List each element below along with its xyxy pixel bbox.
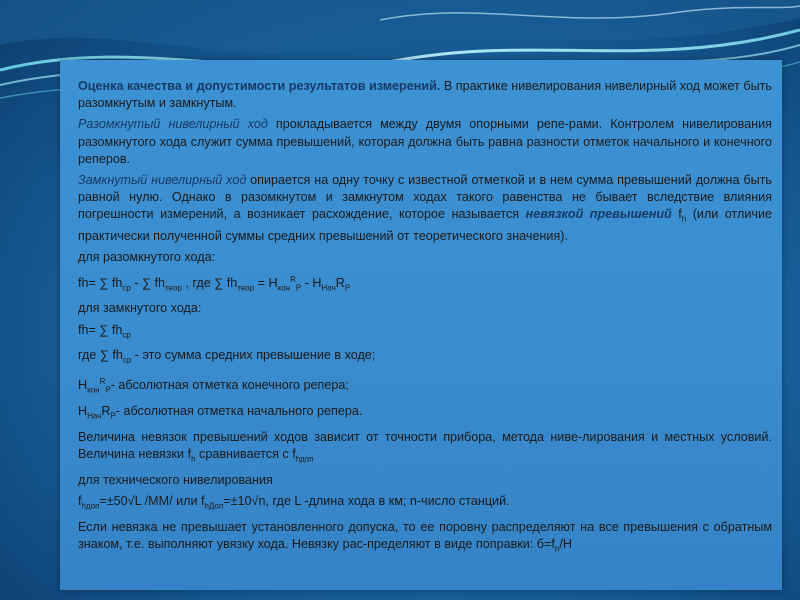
open-label: для разомкнутого хода: <box>78 250 216 265</box>
paragraph-open-traverse: Разомкнутый нивелирный ход прокладывается между двумя опорными репе-рами. Контролем нивелирования разомкнутого хода служит сумма превышений, которая должна быть равна разности отметок начального и конечного реперов. <box>78 117 772 166</box>
paragraph-adjustment: Если невязка не превышает установленного допуска, то ее поровну распределяют на все превышения с обратным знаком, т.е. выполняют увязку хода. Невязку рас-пределяют в виде поправки: $б=f_h/Н$ <box>78 519 772 554</box>
paragraph-closed-traverse: Замкнутый нивелирный ход опирается на одну точку с известной отметкой и в нем сумма превышений должна быть равной нулю. Однако в разомкнутом и замкнутом ходах такого равенства не бывает вследствие влияния погрешности измерений, а возникает расхождение, которое называется невязкой превышений $f_h$ (или отличие практически полученной суммы средних превышений от теоретического значения). <box>78 173 773 244</box>
term-misclosure: невязкой превышений <box>525 207 672 222</box>
section-heading: Оценка качества и допустимости результатов измерений. <box>78 79 441 93</box>
formula-open: fh= ∑ $fh_{ср}$ - ∑ $fh_{теор}$ , где ∑ $fh_{теор} = Н_{кон}^R_Р - Н_{Нач}R_Р$ <box>78 274 351 293</box>
paragraph-accuracy: Величина невязок превышений ходов зависит от точности прибора, метода ниве-лирования и местных условий. Величина невязки $f_h$ сравнивается с $f_{hдоп}$ <box>78 429 772 464</box>
formula-closed: fh= ∑ $fh_{ср}$ <box>78 322 131 340</box>
paragraph-intro: Оценка качества и допустимости результатов измерений. В практике нивелирования нивелирный ход может быть разомкнутым и замкнутым. <box>78 79 772 111</box>
closed-label: для замкнутого хода: <box>78 301 202 316</box>
formula-tolerance: $f_{hдоп}=\pm 50√L$ /ММ/ или $f_{hДоп}=\pm 10√n$, где L -длина хода в км; n-число станций. <box>78 493 510 511</box>
term-closed-traverse: Замкнутый нивелирный ход <box>78 173 247 188</box>
definition-hnach: $Н_{Нач}R_Р-$ абсолютная отметка начального репера. <box>78 404 363 421</box>
slide-content <box>78 78 772 561</box>
definition-sum: где ∑ $fh_{ср}$ - это сумма средних превышение в ходе; <box>78 348 376 365</box>
tech-label: для технического нивелирования <box>78 472 273 487</box>
definition-hkon: $Н_{кон}^R_Р-$ абсолютная отметка конечного репера; <box>78 377 349 395</box>
term-open-traverse: Разомкнутый нивелирный ход <box>78 117 268 132</box>
